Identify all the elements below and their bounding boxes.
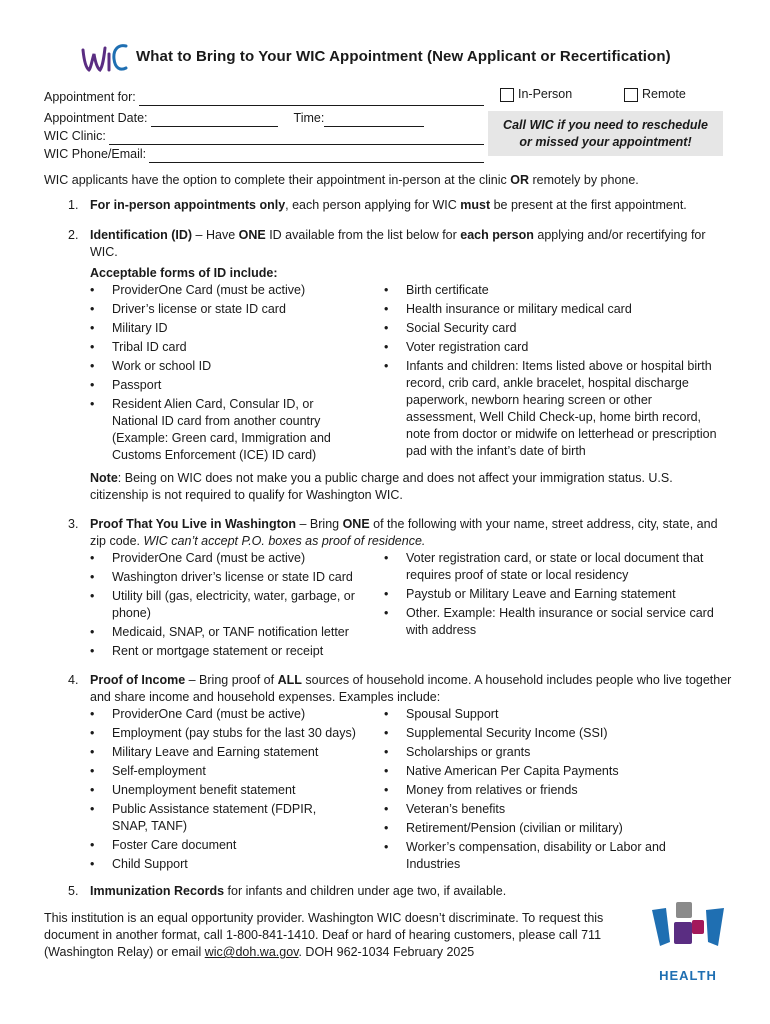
nondiscrimination-statement [44,910,624,961]
item-number: 5. [68,884,79,898]
residence-list-left [90,550,360,660]
item2-heading: Identification (ID) [90,228,193,242]
intro-a: WIC applicants have the option to complete their appointment in-person at the clinic [44,173,511,187]
list-item: • Foster Care document [90,837,360,854]
intro-text [44,172,744,189]
health-logo [648,900,728,983]
item-identification [44,227,734,504]
page-title: What to Bring to Your WIC Appointment (New Applicant or Recertification) [136,48,671,65]
list-item: • Employment (pay stubs for the last 30 days) [90,725,360,742]
list-item: • Supplemental Security Income (SSI) [384,725,704,742]
item4-heading: Proof of Income [90,673,186,687]
item4-all: ALL [277,673,302,687]
item3-heading: Proof That You Live in Washington [90,517,297,531]
list-item: • Spousal Support [384,706,704,723]
callout-line-1: Call WIC if you need to reschedule [503,117,708,132]
list-item: • Health insurance or military medical card [384,301,719,318]
income-list-right [384,706,704,873]
item1-must: must [460,198,491,212]
list-item: • Washington driver’s license or state ID card [90,569,360,586]
item-residence [44,516,734,660]
list-item: • Resident Alien Card, Consular ID, or National ID card from another country (Example: Green card, Immigration and Customs Enforcement (ICE) ID card) [90,396,352,464]
item2-a: – Have [192,228,239,242]
list-item: • Utility bill (gas, electricity, water, garbage, or phone) [90,588,362,622]
list-item: • Tribal ID card [90,339,360,356]
intro-or: OR [510,173,529,187]
item2-each-person: each person [460,228,534,242]
list-item: • Native American Per Capita Payments [384,763,704,780]
item1-heading: For in-person appointments only [90,198,286,212]
item-income [44,672,734,873]
remote-label: Remote [642,87,686,101]
wic-phone-field[interactable] [149,150,484,163]
list-item: • Infants and children: Items listed above or hospital birth record, crib card, ankle bracelet, hospital discharge paperwork, newborn hearing screen or other assessment, Well Child Check-up, home birth record, note from doctor or midwife on letterhead or prescription pad with the infant’s date of birth [384,358,719,460]
list-item: • Veteran’s benefits [384,801,704,818]
item2-c: ID available from the list below for [265,228,461,242]
list-item: • Medicaid, SNAP, or TANF notification letter [90,624,360,641]
list-item: • ProviderOne Card (must be active) [90,282,360,299]
list-item: • Unemployment benefit statement [90,782,360,799]
id-subheading: Acceptable forms of ID include: [90,266,278,280]
list-item: • Retirement/Pension (civilian or military) [384,820,704,837]
item-immunization [44,883,734,900]
list-item: • Worker’s compensation, disability or Labor and Industries [384,839,706,873]
item4-c: sources of household income. A household includes people who live together and share income and household expenses. Examples include: [90,673,732,704]
item5-heading: Immunization Records [90,884,225,898]
list-item: • Child Support [90,856,360,873]
wic-phone-label: WIC Phone/Email: [44,147,147,161]
item-number: 1. [68,198,79,212]
item3-one: ONE [342,517,370,531]
id-list-left [90,282,360,464]
note-label: Note [90,471,118,485]
health-logo-icon [648,900,728,964]
appointment-date-label: Appointment Date: [44,111,148,125]
appointment-date-row [44,109,484,127]
item5-a: for infants and children under age two, if available. [224,884,507,898]
list-item: • Voter registration card [384,339,719,356]
time-label: Time: [293,111,325,125]
list-item: • Birth certificate [384,282,719,299]
list-item: • Work or school ID [90,358,360,375]
checkbox-square[interactable] [624,88,638,102]
item3-c: of the following with your name, street address, city, state, and zip code. [90,517,718,548]
list-item: • Social Security card [384,320,719,337]
appointment-date-field[interactable] [151,114,278,127]
item1-a: , each person applying for WIC [285,198,461,212]
list-item: • Military ID [90,320,360,337]
appointment-for-row [44,88,484,106]
list-item: • ProviderOne Card (must be active) [90,706,360,723]
email-link[interactable]: wic@doh.wa.gov [204,945,299,959]
in-person-checkbox[interactable] [500,86,572,103]
list-item: • Rent or mortgage statement or receipt [90,643,360,660]
item2-one: ONE [238,228,266,242]
item2-text [90,227,734,261]
item-in-person [44,197,734,214]
checkbox-square[interactable] [500,88,514,102]
list-item: • Public Assistance statement (FDPIR, SNAP, TANF) [90,801,342,835]
reschedule-callout [488,111,723,156]
item4-a: – Bring proof of [185,673,278,687]
item4-text [90,672,734,706]
list-item: • Other. Example: Health insurance or social service card with address [384,605,716,639]
list-item: • Passport [90,377,360,394]
item3-a: – Bring [296,517,343,531]
list-item: • Voter registration card, or state or local document that requires proof of state or local residency [384,550,706,584]
list-item: • ProviderOne Card (must be active) [90,550,360,567]
item-number: 2. [68,228,79,242]
list-item: • Money from relatives or friends [384,782,704,799]
id-note [90,470,734,504]
wic-clinic-label: WIC Clinic: [44,129,106,143]
wic-logo [80,40,128,76]
id-list-right [384,282,719,464]
item1-c: be present at the first appointment. [490,198,687,212]
footer-b: . DOH 962-1034 February 2025 [298,945,475,959]
po-box-note: WIC can’t accept P.O. boxes as proof of residence. [143,534,426,548]
residence-list-right [384,550,714,660]
footer-a: This institution is an equal opportunity provider. Washington WIC doesn’t discriminate. To request this document in another format, call 1-800-841-1410. Deaf or hard of hearing customers, please call 711 (Washington Relay) or email [44,911,604,959]
list-item: • Military Leave and Earning statement [90,744,360,761]
note-text: : Being on WIC does not make you a public charge and does not affect your immigration status. U.S. citizenship is not required to qualify for Washington WIC. [90,471,673,502]
list-item: • Driver’s license or state ID card [90,301,360,318]
appointment-for-field[interactable] [139,93,484,106]
in-person-label: In-Person [518,87,573,101]
item2-e: applying and/or recertifying for WIC. [90,228,706,259]
callout-line-2: or missed your appointment! [519,134,692,149]
intro-c: remotely by phone. [528,173,639,187]
list-item: • Paystub or Military Leave and Earning statement [384,586,714,603]
wic-clinic-field[interactable] [109,132,484,145]
appointment-for-label: Appointment for: [44,90,136,104]
time-field[interactable] [324,114,424,127]
item3-text [90,516,734,550]
item-number: 4. [68,673,79,687]
income-list-left [90,706,360,873]
list-item: • Scholarships or grants [384,744,704,761]
item-number: 3. [68,517,79,531]
appointment-fields [44,88,484,163]
wic-clinic-row [44,127,484,145]
health-wordmark: HEALTH [659,968,717,983]
list-item: • Self-employment [90,763,360,780]
wic-phone-row [44,145,484,163]
remote-checkbox[interactable] [624,86,686,103]
